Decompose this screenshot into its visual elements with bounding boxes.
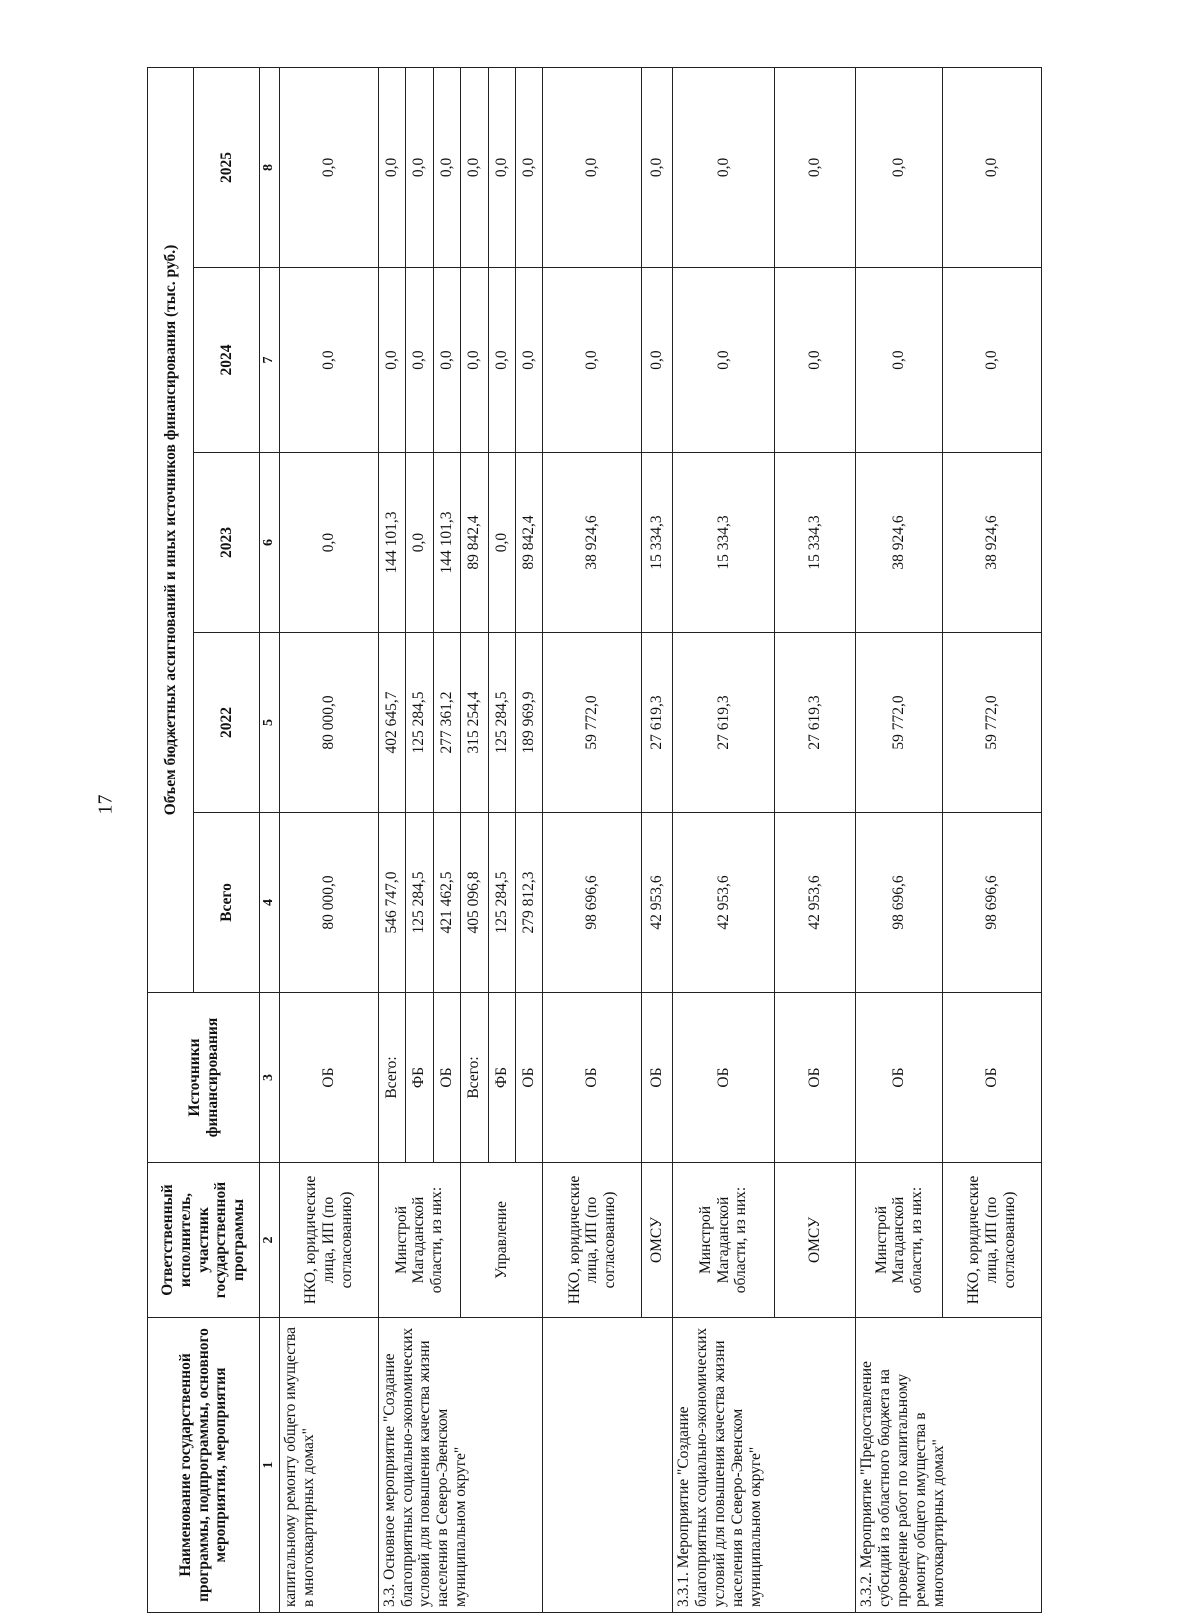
cell-source: ФБ xyxy=(488,993,515,1163)
cell-2022: 80 000,0 xyxy=(280,633,379,813)
cell-2023: 0,0 xyxy=(406,453,433,633)
cell-2024: 0,0 xyxy=(378,268,405,453)
cell-total: 42 953,6 xyxy=(774,813,856,993)
header-executor: Ответственный исполнитель, участник государственной программы xyxy=(148,1163,260,1318)
cell-source: ОБ xyxy=(943,993,1042,1163)
cell-2024: 0,0 xyxy=(488,268,515,453)
table-row xyxy=(280,67,379,1612)
cell-2024: 0,0 xyxy=(433,268,460,453)
cell-2022: 277 361,2 xyxy=(433,633,460,813)
cell-name: 3.3.2. Мероприятие "Предоставление субсидий из областного бюджета на проведение работ по капитальному ремонту общего имущества в многоквартирных домах" xyxy=(856,1318,1042,1613)
cell-source: ОБ xyxy=(642,993,673,1163)
cell-name-empty xyxy=(543,1318,673,1613)
cell-2023: 0,0 xyxy=(280,453,379,633)
cell-total: 125 284,5 xyxy=(488,813,515,993)
col-index: 4 xyxy=(260,813,280,993)
cell-2024: 0,0 xyxy=(774,268,856,453)
cell-name: 3.3. Основное мероприятие "Создание благоприятных социально-экономических условий для повышения качества жизни населения в Северо-Эвенском муниципальном округе" xyxy=(378,1318,543,1613)
cell-2022: 27 619,3 xyxy=(673,633,774,813)
cell-2022: 59 772,0 xyxy=(856,633,943,813)
cell-total: 98 696,6 xyxy=(943,813,1042,993)
cell-name: капитальному ремонту общего имущества в многоквартирных домах" xyxy=(280,1318,379,1613)
cell-2022: 27 619,3 xyxy=(642,633,673,813)
cell-2023: 38 924,6 xyxy=(943,453,1042,633)
cell-2023: 144 101,3 xyxy=(378,453,405,633)
cell-source: ФБ xyxy=(406,993,433,1163)
financing-table-wrapper xyxy=(147,68,1042,1613)
cell-2025: 0,0 xyxy=(433,67,460,267)
cell-executor: ОМСУ xyxy=(642,1163,673,1318)
cell-2023: 15 334,3 xyxy=(774,453,856,633)
cell-total: 405 096,8 xyxy=(461,813,488,993)
cell-2025: 0,0 xyxy=(461,67,488,267)
cell-executor: Минстрой Магаданской области, из них: xyxy=(856,1163,943,1318)
cell-2024: 0,0 xyxy=(642,268,673,453)
cell-total: 421 462,5 xyxy=(433,813,460,993)
cell-2023: 89 842,4 xyxy=(461,453,488,633)
cell-total: 279 812,3 xyxy=(515,813,542,993)
col-index: 8 xyxy=(260,67,280,267)
header-2024: 2024 xyxy=(194,268,260,453)
cell-2025: 0,0 xyxy=(673,67,774,267)
cell-2024: 0,0 xyxy=(280,268,379,453)
cell-2025: 0,0 xyxy=(543,67,642,267)
cell-executor: Минстрой Магаданской области, из них: xyxy=(378,1163,460,1318)
cell-2022: 125 284,5 xyxy=(488,633,515,813)
cell-total: 42 953,6 xyxy=(642,813,673,993)
cell-2023: 15 334,3 xyxy=(673,453,774,633)
col-index: 6 xyxy=(260,453,280,633)
header-total: Всего xyxy=(194,813,260,993)
cell-2024: 0,0 xyxy=(943,268,1042,453)
cell-2023: 38 924,6 xyxy=(543,453,642,633)
header-name: Наименование государственной программы, подпрограммы, основного мероприятия, мероприятия xyxy=(148,1318,260,1613)
cell-source: Всего: xyxy=(378,993,405,1163)
cell-source: ОБ xyxy=(774,993,856,1163)
cell-2022: 59 772,0 xyxy=(543,633,642,813)
cell-2022: 402 645,7 xyxy=(378,633,405,813)
header-2025: 2025 xyxy=(194,67,260,267)
cell-2025: 0,0 xyxy=(488,67,515,267)
cell-2025: 0,0 xyxy=(378,67,405,267)
cell-executor: НКО, юридические лица, ИП (по согласованию) xyxy=(280,1163,379,1318)
cell-2024: 0,0 xyxy=(461,268,488,453)
header-2022: 2022 xyxy=(194,633,260,813)
cell-2023: 0,0 xyxy=(488,453,515,633)
cell-2022: 315 254,4 xyxy=(461,633,488,813)
cell-2022: 27 619,3 xyxy=(774,633,856,813)
cell-2024: 0,0 xyxy=(543,268,642,453)
cell-2022: 125 284,5 xyxy=(406,633,433,813)
cell-2025: 0,0 xyxy=(856,67,943,267)
cell-executor: Управление xyxy=(461,1163,543,1318)
cell-source: ОБ xyxy=(673,993,774,1163)
cell-2025: 0,0 xyxy=(280,67,379,267)
table-row xyxy=(856,67,943,1612)
financing-table xyxy=(147,67,1042,1613)
cell-2024: 0,0 xyxy=(515,268,542,453)
col-index: 3 xyxy=(260,993,280,1163)
cell-2022: 189 969,9 xyxy=(515,633,542,813)
table-row xyxy=(378,67,405,1612)
cell-name: 3.3.1. Мероприятие "Создание благоприятных социально-экономических условий для повышения качества жизни населения в Северо-Эвенском муниципальном округе" xyxy=(673,1318,856,1613)
cell-executor: Минстрой Магаданской области, из них: xyxy=(673,1163,774,1318)
cell-2025: 0,0 xyxy=(406,67,433,267)
column-index-row xyxy=(260,67,280,1612)
cell-source: ОБ xyxy=(280,993,379,1163)
cell-source: ОБ xyxy=(543,993,642,1163)
cell-total: 125 284,5 xyxy=(406,813,433,993)
header-volume: Объем бюджетных ассигнований и иных источников финансирования (тыс. руб.) xyxy=(148,67,194,992)
cell-2024: 0,0 xyxy=(673,268,774,453)
col-index: 7 xyxy=(260,268,280,453)
cell-2023: 144 101,3 xyxy=(433,453,460,633)
cell-2025: 0,0 xyxy=(943,67,1042,267)
cell-total: 80 000,0 xyxy=(280,813,379,993)
cell-source: ОБ xyxy=(433,993,460,1163)
cell-2023: 38 924,6 xyxy=(856,453,943,633)
table-row xyxy=(543,67,642,1612)
cell-total: 546 747,0 xyxy=(378,813,405,993)
cell-2023: 15 334,3 xyxy=(642,453,673,633)
cell-2025: 0,0 xyxy=(515,67,542,267)
col-index: 2 xyxy=(260,1163,280,1318)
table-row xyxy=(673,67,774,1612)
cell-2024: 0,0 xyxy=(856,268,943,453)
cell-2022: 59 772,0 xyxy=(943,633,1042,813)
cell-2025: 0,0 xyxy=(642,67,673,267)
cell-source: ОБ xyxy=(856,993,943,1163)
cell-total: 98 696,6 xyxy=(543,813,642,993)
cell-executor: НКО, юридические лица, ИП (по согласованию) xyxy=(943,1163,1042,1318)
header-sources: Источники финансирования xyxy=(148,993,260,1163)
cell-2025: 0,0 xyxy=(774,67,856,267)
cell-source: ОБ xyxy=(515,993,542,1163)
cell-source: Всего: xyxy=(461,993,488,1163)
cell-2023: 89 842,4 xyxy=(515,453,542,633)
col-index: 5 xyxy=(260,633,280,813)
header-2023: 2023 xyxy=(194,453,260,633)
col-index: 1 xyxy=(260,1318,280,1613)
page-number: 17 xyxy=(94,794,117,815)
cell-executor: ОМСУ xyxy=(774,1163,856,1318)
cell-2024: 0,0 xyxy=(406,268,433,453)
cell-total: 98 696,6 xyxy=(856,813,943,993)
cell-total: 42 953,6 xyxy=(673,813,774,993)
cell-executor: НКО, юридические лица, ИП (по согласованию) xyxy=(543,1163,642,1318)
